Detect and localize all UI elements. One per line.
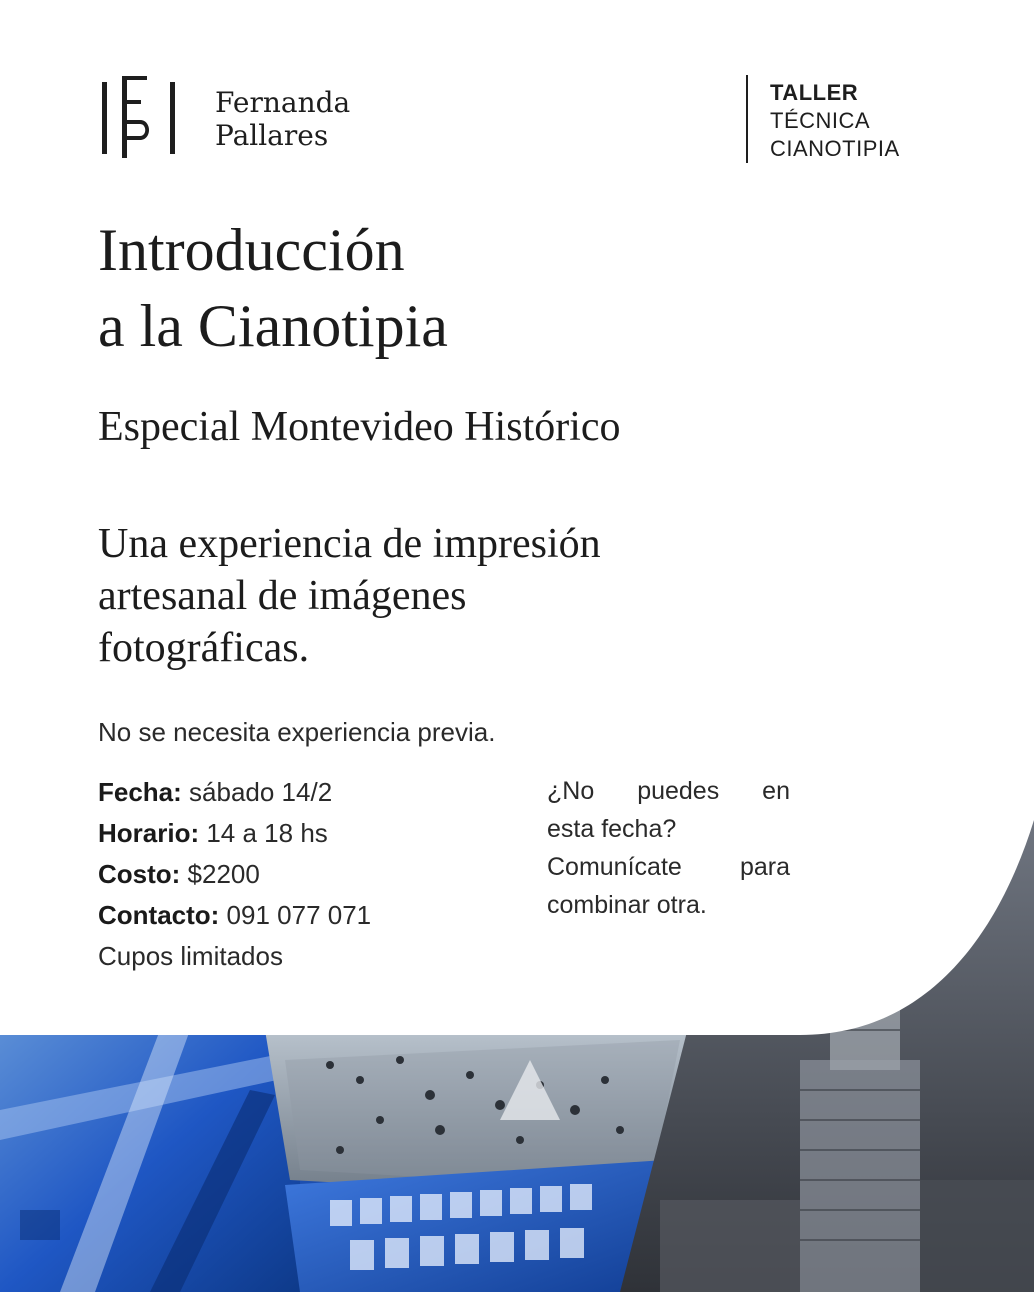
tag-line-tecnica: TÉCNICA (770, 108, 871, 133)
limited-spots: Cupos limitados (98, 941, 283, 971)
workshop-tag (770, 79, 900, 163)
date-label: Fecha: (98, 777, 182, 807)
detail-time (98, 813, 371, 854)
tagline-line-2: artesanal de imágenes (98, 573, 467, 619)
detail-date (98, 772, 371, 813)
time-value: 14 a 18 hs (199, 818, 328, 848)
contact-value: 091 077 071 (219, 900, 372, 930)
alternate-date-note (547, 772, 790, 924)
tag-divider (746, 75, 748, 163)
alt-line-1 (547, 772, 790, 810)
alt-word-en: en (762, 777, 790, 805)
alt-line-2: esta fecha? (547, 815, 677, 843)
tagline-line-3: fotográficas. (98, 625, 310, 671)
alt-word-comunicate: Comunícate (547, 853, 682, 881)
brand-last-name: Pallares (215, 119, 329, 152)
tag-line-taller: TALLER (770, 80, 859, 105)
subtitle: Especial Montevideo Histórico (98, 404, 621, 450)
cost-value: $2200 (180, 859, 260, 889)
date-value: sábado 14/2 (181, 777, 333, 807)
title-line-2: a la Cianotipia (98, 293, 448, 359)
cost-label: Costo: (98, 859, 181, 889)
alt-word-no: ¿No (547, 777, 595, 805)
detail-contact (98, 895, 371, 936)
alt-word-para: para (739, 853, 790, 881)
title-line-1: Introducción (98, 217, 405, 283)
brand-first-name: Fernanda (215, 86, 351, 119)
brand-name (215, 86, 350, 152)
alt-word-puedes: puedes (637, 777, 720, 805)
tagline-line-1: Una experiencia de impresión (98, 521, 601, 567)
event-details (98, 772, 371, 977)
detail-cost (98, 854, 371, 895)
fernanda-pallares-logo (100, 76, 190, 158)
alt-line-3 (547, 848, 790, 886)
alt-line-4: combinar otra. (547, 891, 707, 919)
contact-label: Contacto: (98, 900, 220, 930)
time-label: Horario: (98, 818, 200, 848)
tag-line-cianotipia: CIANOTIPIA (770, 136, 900, 161)
page-title (98, 212, 448, 364)
tagline (98, 518, 601, 674)
no-experience-note: No se necesita experiencia previa. (98, 717, 496, 747)
